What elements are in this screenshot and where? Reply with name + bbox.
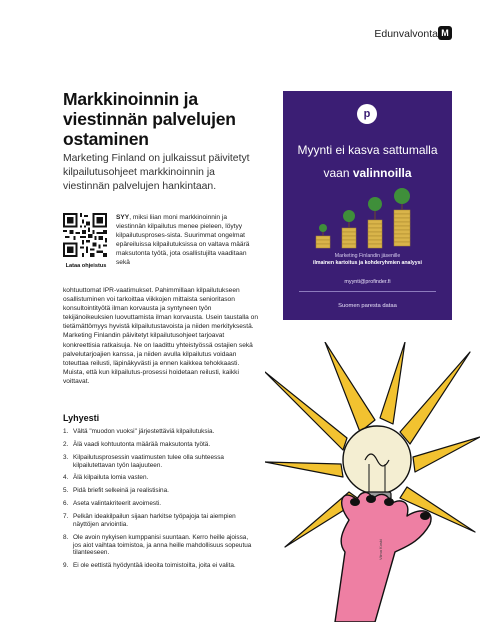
ad-subtext: Marketing Finlandin jäsenille xyxy=(334,253,401,259)
body-text-column xyxy=(116,213,258,268)
summary-title: Lyhyesti xyxy=(63,413,100,423)
list-item-number: 2. xyxy=(63,440,69,448)
coin-stacks-with-trees-icon xyxy=(310,188,425,250)
list-item-text: Pidä briefit selkeinä ja realistisina. xyxy=(73,487,169,495)
body-text-continued: kohtuuttomat IPR-vaatimukset. Pahimmillaan kilpailutukseen osallistuminen voi tarkoittaa viikkojen mittaista senioritason konsultointityötä ilman korvausta ja syntyneen työn tekijänoikeuksien luovuttamista ilman korvausta. Usein taustalla on tietämättömyys hyvistä kilpailutustavoista ja niiden merkityksestä. Marketing Finlandin päivitetyt kilpailutusohjeet tarjoavat konkreettisia ratkaisuja. Ne on laadittu yhteistyössä ostajien sekä palvelutarjoajien kanssa, ja niiden avulla kilpailutus voidaan toteuttaa reilusti, läpinäkyvästi ja ennen kaikkea tehokkaasti. Muista, että kun kilpailutus-prosessi hoidetaan reilusti, kaikki voittavat. xyxy=(63,287,258,385)
summary-list xyxy=(63,428,253,575)
list-item-number: 1. xyxy=(63,428,69,435)
list-item-number: 5. xyxy=(63,487,69,495)
ad-offer: ilmainen kartoitus ja kohderyhmien analyysi xyxy=(313,260,422,266)
list-item-number: 4. xyxy=(63,474,69,482)
list-item-number: 7. xyxy=(63,513,69,521)
list-item xyxy=(63,562,253,570)
body-text-start: , miksi liian moni markkinoinnin ja viestinnän kilpailutus menee pieleen, löytyy kilpailutusproses-sista. Suurimmat ongelmat epäreiluissa kilpailutuksissa on valtava määrä maksutonta työtä, jota osallistujilta vaaditaan sekä xyxy=(116,214,250,267)
illustration-credit: Vilma Koski xyxy=(378,539,383,560)
list-item-text: Ole avoin nykyisen kumppanisi suuntaan. Kerro heille ajoissa, jos aiot vaihtaa toimistoa, ja anna heille mahdollisuus sopeutua tilanteeseen. xyxy=(73,533,252,557)
list-item-number: 8. xyxy=(63,533,69,541)
qr-caption: Lataa ohjeistus xyxy=(65,263,107,269)
list-item-text: Älä vaadi kohtuutonta määrää maksutonta työtä. xyxy=(73,440,211,448)
list-item xyxy=(63,441,253,449)
ad-headline-bold: valinnoilla xyxy=(352,166,412,180)
list-item-text: Älä kilpailuta lomia vasten. xyxy=(73,474,149,482)
list-item-text: Vältä "muodon vuoksi" järjestettäviä kilpailutuksia. xyxy=(73,428,215,435)
list-item-number: 3. xyxy=(63,453,69,461)
magazine-badge: M xyxy=(438,26,452,40)
list-item-text: Pelkän ideakilpailun sijaan harkitse työpajoja tai aiempien näyttöjen arviointia. xyxy=(73,513,236,528)
ad-headline-plain: vaan xyxy=(323,166,353,180)
article-intro: Marketing Finland on julkaissut päivitetyt kilpailutusohjeet markkinoinnin ja viestinnän palvelujen hankintaan. xyxy=(63,153,250,192)
body-lead: SYY xyxy=(116,214,130,221)
ad-headline-second-line xyxy=(283,166,452,180)
qr-code[interactable] xyxy=(63,213,107,257)
list-item-text: Kilpailutusprosessin vaatimusten tulee olla suhteessa kilpailutettavan työn laajuuteen. xyxy=(73,453,224,469)
ad-email-link[interactable]: myynti@profinder.fi xyxy=(344,279,391,285)
list-item xyxy=(63,474,253,482)
ad-footer: Suomen paresta dataa xyxy=(338,303,397,309)
list-item-number: 6. xyxy=(63,500,69,508)
section-label: Edunvalvonta xyxy=(374,28,438,40)
list-item xyxy=(63,454,253,470)
list-item xyxy=(63,500,253,508)
list-item xyxy=(63,513,253,529)
list-item-text: Aseta valintakriteerit avoimesti. xyxy=(73,500,162,508)
hand-holding-lightbulb-illustration xyxy=(265,342,480,622)
list-item xyxy=(63,428,253,436)
ad-divider xyxy=(299,291,436,292)
list-item-text: Ei ole eettistä hyödyntää ideoita toimistoilta, joita ei valita. xyxy=(73,562,236,570)
list-item xyxy=(63,534,253,557)
ad-headline: Myynti ei kasva sattumalla xyxy=(297,143,438,157)
article-title: Markkinoinnin ja viestinnän palvelujen ostaminen xyxy=(63,89,236,149)
list-item-number: 9. xyxy=(63,562,69,570)
list-item xyxy=(63,487,253,495)
profinder-logo-letter: p xyxy=(363,108,371,120)
